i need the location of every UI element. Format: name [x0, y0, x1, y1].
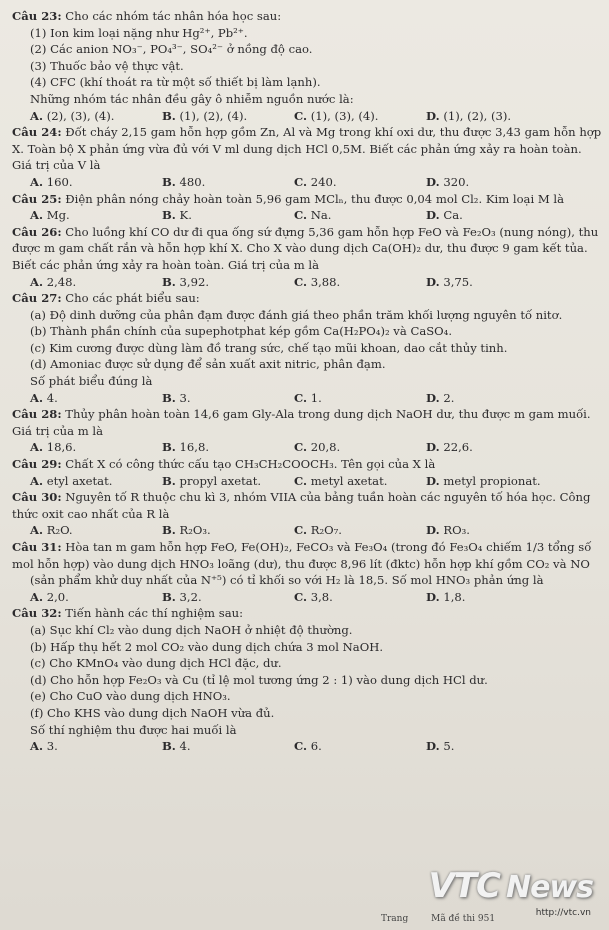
- question-number: Câu 27:: [12, 291, 62, 306]
- answer-option: C. metyl axetat.: [294, 473, 388, 488]
- question-line: Giá trị của m là: [12, 423, 104, 438]
- answer-option: D. RO₃.: [426, 523, 470, 538]
- answer-option: B. K.: [162, 208, 192, 223]
- question-line: thức oxit cao nhất của R là: [12, 506, 170, 521]
- question-line: Số thí nghiệm thu được hai muối là: [30, 722, 237, 737]
- question-block: [12, 191, 604, 224]
- answer-option: A. R₂O.: [30, 523, 73, 538]
- question-line: (3) Thuốc bảo vệ thực vật.: [30, 58, 184, 73]
- question-stem: [12, 406, 604, 423]
- answer-option: D. 1,8.: [426, 589, 466, 604]
- question-line: (d) Amoniac được sử dụng để sản xuất axit nitric, phân đạm.: [30, 357, 386, 372]
- question-block: [12, 456, 604, 489]
- answer-option: B. 480.: [162, 174, 206, 189]
- answer-option: A. 2,0.: [30, 589, 69, 604]
- question-block: [12, 290, 604, 406]
- question-text: Cho luồng khí CO dư đi qua ống sứ đựng 5,36 gam hỗn hợp FeO và Fe₂O₃ (nung nóng), thu: [61, 224, 599, 239]
- question-block: [12, 224, 604, 290]
- question-stem: [12, 290, 604, 307]
- answer-options: [12, 274, 604, 291]
- question-text: Đốt cháy 2,15 gam hỗn hợp gồm Zn, Al và Mg trong khí oxi dư, thu được 3,43 gam hỗn hợp: [61, 125, 602, 140]
- question-block: [12, 406, 604, 456]
- question-line: (f) Cho KHS vào dung dịch NaOH vừa đủ.: [30, 705, 275, 720]
- question-stem: [12, 539, 604, 556]
- answer-options: [12, 522, 604, 539]
- answer-option: A. 18,6.: [30, 440, 77, 455]
- answer-option: D. 320.: [426, 174, 470, 189]
- question-stem: [12, 456, 604, 473]
- source-url: http://vtc.vn: [535, 908, 591, 918]
- question-block: [12, 8, 604, 124]
- logo-vtc: VTC: [428, 866, 500, 906]
- answer-option: C. Na.: [294, 208, 332, 223]
- answer-option: B. 3,92.: [162, 274, 210, 289]
- question-stem: [12, 8, 604, 25]
- question-text: Điện phân nóng chảy hoàn toàn 5,96 gam MClₙ, thu được 0,04 mol Cl₂. Kim loại M là: [61, 191, 565, 206]
- answer-option: B. 3,2.: [162, 589, 202, 604]
- answer-option: B. 16,8.: [162, 440, 210, 455]
- page-info: [381, 914, 495, 924]
- question-text: Cho các phát biểu sau:: [61, 291, 200, 306]
- answer-option: B. (1), (2), (4).: [162, 108, 248, 123]
- vtc-news-logo: [429, 866, 594, 906]
- question-block: [12, 124, 604, 190]
- answer-option: C. (1), (3), (4).: [294, 108, 379, 123]
- exam-code: Mã đề thi 951: [431, 914, 496, 924]
- question-line: (c) Cho KMnO₄ vào dung dịch HCl đặc, dư.: [30, 656, 282, 671]
- answer-options: [12, 207, 604, 224]
- answer-option: C. 3,88.: [294, 274, 341, 289]
- answer-option: B. R₂O₃.: [162, 523, 211, 538]
- question-line: Biết các phản ứng xảy ra hoàn toàn. Giá trị của m là: [12, 257, 320, 272]
- answer-option: B. 4.: [162, 739, 191, 754]
- answer-option: D. metyl propionat.: [426, 473, 541, 488]
- question-text: Cho các nhóm tác nhân hóa học sau:: [61, 9, 282, 23]
- question-line: (4) CFC (khí thoát ra từ một số thiết bị làm lạnh).: [30, 75, 321, 90]
- question-stem: [12, 605, 604, 622]
- answer-options: [12, 174, 604, 191]
- answer-options: [12, 108, 604, 125]
- question-line: Giá trị của V là: [12, 158, 101, 173]
- answer-option: D. 5.: [426, 739, 455, 754]
- question-line: được m gam chất rắn và hỗn hợp khí X. Cho X vào dung dịch Ca(OH)₂ dư, thu được 9 gam kết tủa.: [12, 241, 588, 256]
- question-number: Câu 24:: [12, 125, 62, 140]
- question-line: (c) Kim cương được dùng làm đồ trang sức, chế tạo mũi khoan, dao cắt thủy tinh.: [30, 340, 508, 355]
- answer-option: A. etyl axetat.: [30, 473, 113, 488]
- question-line: (d) Cho hỗn hợp Fe₂O₃ và Cu (tỉ lệ mol tương ứng 2 : 1) vào dung dịch HCl dư.: [30, 672, 488, 687]
- answer-option: D. 22,6.: [426, 440, 473, 455]
- answer-options: [12, 390, 604, 407]
- answer-option: C. 6.: [294, 739, 322, 754]
- question-text: Chất X có công thức cấu tạo CH₃CH₂COOCH₃. Tên gọi của X là: [61, 457, 436, 472]
- question-stem: [12, 191, 604, 208]
- question-line: Những nhóm tác nhân đều gây ô nhiễm nguồn nước là:: [30, 91, 354, 106]
- answer-options: [12, 589, 604, 606]
- question-line: (a) Sục khí Cl₂ vào dung dịch NaOH ở nhiệt độ thường.: [30, 622, 353, 637]
- answer-option: B. 3.: [162, 390, 191, 405]
- question-line: Số phát biểu đúng là: [30, 374, 153, 389]
- watermark-footer: [381, 864, 601, 924]
- answer-option: B. propyl axetat.: [162, 473, 262, 488]
- answer-option: A. 3.: [30, 739, 58, 754]
- answer-option: C. R₂O₇.: [294, 523, 342, 538]
- question-number: Câu 28:: [12, 407, 62, 422]
- question-line: X. Toàn bộ X phản ứng vừa đủ với V ml dung dịch HCl 0,5M. Biết các phản ứng xảy ra hoàn toàn.: [12, 141, 582, 156]
- answer-option: A. (2), (3), (4).: [30, 108, 115, 123]
- question-block: [12, 605, 604, 754]
- question-number: Câu 25:: [12, 191, 62, 206]
- question-number: Câu 23:: [12, 9, 62, 23]
- question-text: Thủy phân hoàn toàn 14,6 gam Gly-Ala trong dung dịch NaOH dư, thu được m gam muối.: [61, 407, 591, 422]
- question-line: mol hỗn hợp) vào dung dịch HNO₃ loãng (dư), thu được 8,96 lít (đktc) hỗn hợp khí gồm CO₂ và NO: [12, 556, 590, 571]
- question-block: [12, 539, 604, 605]
- question-number: Câu 30:: [12, 490, 62, 505]
- question-line: (b) Hấp thụ hết 2 mol CO₂ vào dung dịch chứa 3 mol NaOH.: [30, 639, 384, 654]
- answer-option: C. 1.: [294, 390, 322, 405]
- question-text: Tiến hành các thí nghiệm sau:: [61, 606, 243, 621]
- question-number: Câu 31:: [12, 540, 62, 554]
- answer-option: A. Mg.: [30, 208, 70, 223]
- question-block: [12, 489, 604, 539]
- question-number: Câu 32:: [12, 606, 62, 621]
- answer-option: D. 3,75.: [426, 274, 473, 289]
- question-stem: [12, 224, 604, 241]
- answer-options: [12, 738, 604, 755]
- answer-option: D. 2.: [426, 390, 455, 405]
- answer-option: C. 240.: [294, 174, 337, 189]
- answer-option: D. Ca.: [426, 208, 463, 223]
- question-stem: [12, 124, 604, 141]
- question-line: (2) Các anion NO₃⁻, PO₄³⁻, SO₄²⁻ ở nồng độ cao.: [30, 42, 313, 57]
- page-label: Trang: [381, 914, 409, 924]
- question-line: (a) Độ dinh dưỡng của phân đạm được đánh giá theo phần trăm khối lượng nguyên tố nitơ.: [30, 307, 563, 322]
- question-line: (1) Ion kim loại nặng như Hg²⁺, Pb²⁺.: [30, 25, 248, 40]
- answer-option: C. 20,8.: [294, 440, 341, 455]
- answer-options: [12, 473, 604, 490]
- question-number: Câu 26:: [12, 224, 62, 239]
- question-line: (e) Cho CuO vào dung dịch HNO₃.: [30, 689, 231, 704]
- question-text: Nguyên tố R thuộc chu kì 3, nhóm VIIA của bảng tuần hoàn các nguyên tố hóa học. Công: [61, 490, 591, 505]
- answer-option: A. 160.: [30, 174, 73, 189]
- question-number: Câu 29:: [12, 457, 62, 472]
- question-line: (sản phẩm khử duy nhất của N⁺⁵) có tỉ khối so với H₂ là 18,5. Số mol HNO₃ phản ứng là: [30, 573, 544, 588]
- logo-news: News: [505, 870, 593, 905]
- question-stem: [12, 489, 604, 506]
- answer-option: A. 2,48.: [30, 274, 77, 289]
- answer-options: [12, 439, 604, 456]
- answer-option: A. 4.: [30, 390, 58, 405]
- question-text: Hòa tan m gam hỗn hợp FeO, Fe(OH)₂, FeCO₃ và Fe₃O₄ (trong đó Fe₃O₄ chiếm 1/3 tổng số: [61, 540, 592, 554]
- question-list: [12, 8, 604, 755]
- question-line: (b) Thành phần chính của supephotphat kép gồm Ca(H₂PO₄)₂ và CaSO₄.: [30, 324, 453, 339]
- answer-option: C. 3,8.: [294, 589, 333, 604]
- answer-option: D. (1), (2), (3).: [426, 108, 512, 123]
